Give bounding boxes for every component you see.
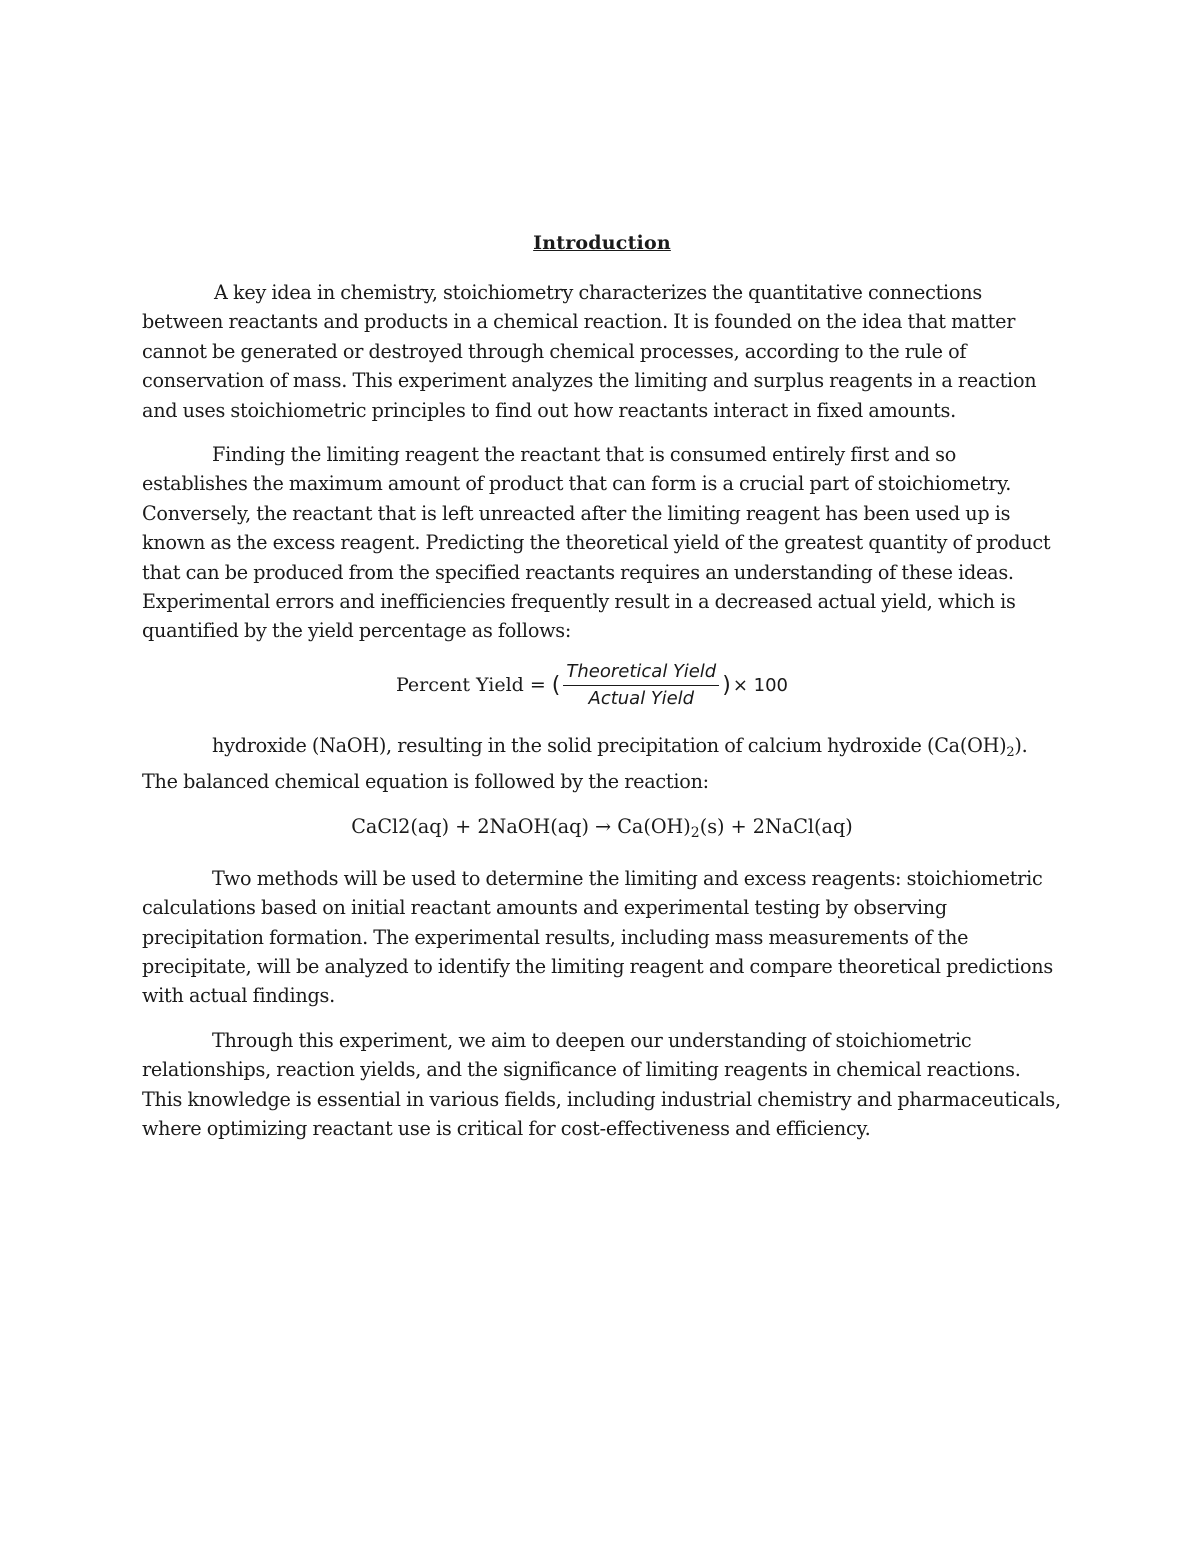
intro-paragraph-2: Finding the limiting reagent the reactant that is consumed entirely first and so establishes the maximum amount of product that can form is a crucial part of stoichiometry. Conversely, the reactant that is left unreacted after the limiting reagent has been used up is known as the excess reagent. Predicting the theoretical yield of the greatest quantity of product that can be produced from the specified reactants requires an understanding of these ideas. Experimental errors and inefficiencies frequently result in a decreased actual yield, which is quantified by the yield percentage as follows: — [142, 443, 1051, 643]
formula-label: Percent Yield = — [395, 674, 546, 697]
formula-numerator: Theoretical Yield — [563, 661, 719, 686]
document-page — [142, 232, 1062, 1158]
equation-left: CaCl2(aq) + 2NaOH(aq) → Ca(OH) — [351, 814, 691, 838]
equation-right: (s) + 2NaCl(aq) — [699, 814, 853, 838]
section-title: Introduction — [533, 232, 671, 254]
formula-close-paren: ) — [722, 672, 731, 698]
formula-denominator: Actual Yield — [588, 687, 695, 709]
intro-paragraph-3 — [142, 731, 1062, 797]
chemical-equation — [142, 812, 1062, 848]
intro-paragraph-5: Through this experiment, we aim to deepen our understanding of stoichiometric relationships, reaction yields, and the significance of limiting reagents in chemical reactions. This knowledge is essential in various fields, including industrial chemistry and pharmaceuticals, where optimizing reactant use is critical for cost-effectiveness and efficiency. — [142, 1028, 1061, 1140]
percent-yield-formula — [142, 661, 1062, 721]
formula-open-paren: ( — [551, 672, 561, 698]
paragraph-3-text-after: ). The balanced chemical equation is followed by the reaction: — [142, 733, 1028, 794]
equation-subscript: 2 — [690, 824, 700, 841]
formula-fraction — [563, 661, 719, 710]
intro-paragraph-1: A key idea in chemistry, stoichiometry characterizes the quantitative connections between reactants and products in a chemical reaction. It is founded on the idea that matter cannot be generated or destroyed through chemical processes, according to the rule of conservation of mass. This experiment analyzes the limiting and surplus reagents in a reaction and uses stoichiometric principles to find out how reactants interact in fixed amounts. — [142, 281, 1037, 422]
formula-multiplier: × 100 — [732, 674, 788, 696]
paragraph-3-subscript: 2 — [1006, 744, 1015, 760]
paragraph-3-text-before: hydroxide (NaOH), resulting in the solid precipitation of calcium hydroxide (Ca(OH) — [212, 733, 1007, 757]
intro-paragraph-4: Two methods will be used to determine the limiting and excess reagents: stoichiometric calculations based on initial reactant amounts and experimental testing by observing precipitation formation. The experimental results, including mass measurements of the precipitate, will be analyzed to identify the limiting reagent and compare theoretical predictions with actual findings. — [142, 866, 1053, 1008]
